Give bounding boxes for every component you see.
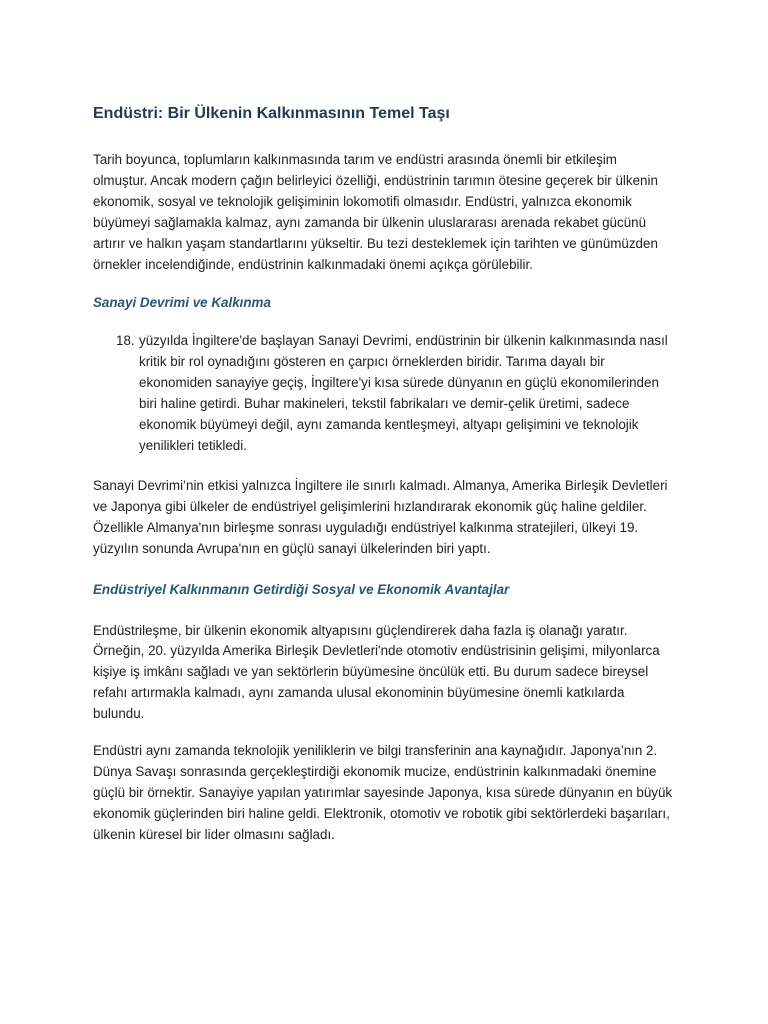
intro-paragraph: Tarih boyunca, toplumların kalkınmasında tarım ve endüstri arasında önemli bir etkileşim olmuştur. Ancak modern çağın belirleyici özelliği, endüstrinin tarımın ötesine geçerek bir ülkenin ekonomik, sosyal ve teknolojik gelişiminin lokomotifi olmasıdır. Endüstri, yalnızca ekonomik büyümeyi sağlamakla kalmaz, aynı zamanda bir ülkenin uluslararası arenada rekabet gücünü artırır ve halkın yaşam standartlarını yükseltir. Bu tezi desteklemek için tarihten ve günümüzden örnekler incelendiğinde, endüstrinin kalkınmadaki önemi açıkça görülebilir. bbox=[93, 152, 658, 272]
document-page bbox=[93, 103, 673, 846]
list-item-number: 18. bbox=[116, 333, 135, 349]
section-heading-avantajlar: Endüstriyel Kalkınmanın Getirdiği Sosyal ve Ekonomik Avantajlar bbox=[93, 581, 510, 597]
paragraph-endustrilesme: Endüstrileşme, bir ülkenin ekonomik altyapısını güçlendirerek daha fazla iş olanağı yaratır. Örneğin, 20. yüzyılda Amerika Birleşik Devletleri'nde otomotiv endüstrisinin gelişimi, milyonlarca kişiye iş imkânı sağladı ve yan sektörlerin büyümesine öncülük etti. Bu durum sadece bireysel refahı artırmakla kalmadı, aynı zamanda ulusal ekonominin büyümesine önemli katkılarda bulundu. bbox=[93, 622, 660, 722]
numbered-list-item bbox=[93, 331, 673, 456]
paragraph-sanayi-devrimi-etkisi: Sanayi Devrimi’nin etkisi yalnızca İngiltere ile sınırlı kalmadı. Almanya, Amerika Birleşik Devletleri ve Japonya gibi ülkeler de endüstriyel gelişimlerini hızlandırarak ekonomik güç haline geldiler. Özellikle Almanya'nın birleşme sonrası uyguladığı endüstriyel kalkınma stratejileri, ülkeyi 19. yüzyılın sonunda Avrupa'nın en güçlü sanayi ülkelerinden biri yaptı. bbox=[93, 477, 668, 556]
list-item-text: yüzyılda İngiltere'de başlayan Sanayi Devrimi, endüstrinin bir ülkenin kalkınmasında nasıl kritik bir rol oynadığını gösteren en çarpıcı örneklerden biridir. Tarıma dayalı bir ekonomiden sanayiye geçiş, İngiltere'yi kısa sürede dünyanın en güçlü ekonomilerinden biri haline getirdi. Buhar makineleri, tekstil fabrikaları ve demir-çelik üretimi, sadece ekonomik büyümeyi değil, aynı zamanda kentleşmeyi, altyapı gelişimini ve teknolojik yenilikleri tetikledi. bbox=[139, 333, 668, 453]
document-title: Endüstri: Bir Ülkenin Kalkınmasının Temel Taşı bbox=[93, 105, 450, 122]
section-heading-sanayi-devrimi: Sanayi Devrimi ve Kalkınma bbox=[93, 295, 271, 311]
paragraph-teknolojik-yenilikler: Endüstri aynı zamanda teknolojik yeniliklerin ve bilgi transferinin ana kaynağıdır. Japonya’nın 2. Dünya Savaşı sonrasında gerçekleştirdiği ekonomik mucize, endüstrinin kalkınmadaki önemine güçlü bir örnektir. Sanayiye yapılan yatırımlar sayesinde Japonya, kısa sürede dünyanın en büyük ekonomik güçlerinden biri haline geldi. Elektronik, otomotiv ve robotik gibi sektörlerdeki başarıları, ülkenin küresel bir lider olmasını sağladı. bbox=[93, 743, 673, 842]
